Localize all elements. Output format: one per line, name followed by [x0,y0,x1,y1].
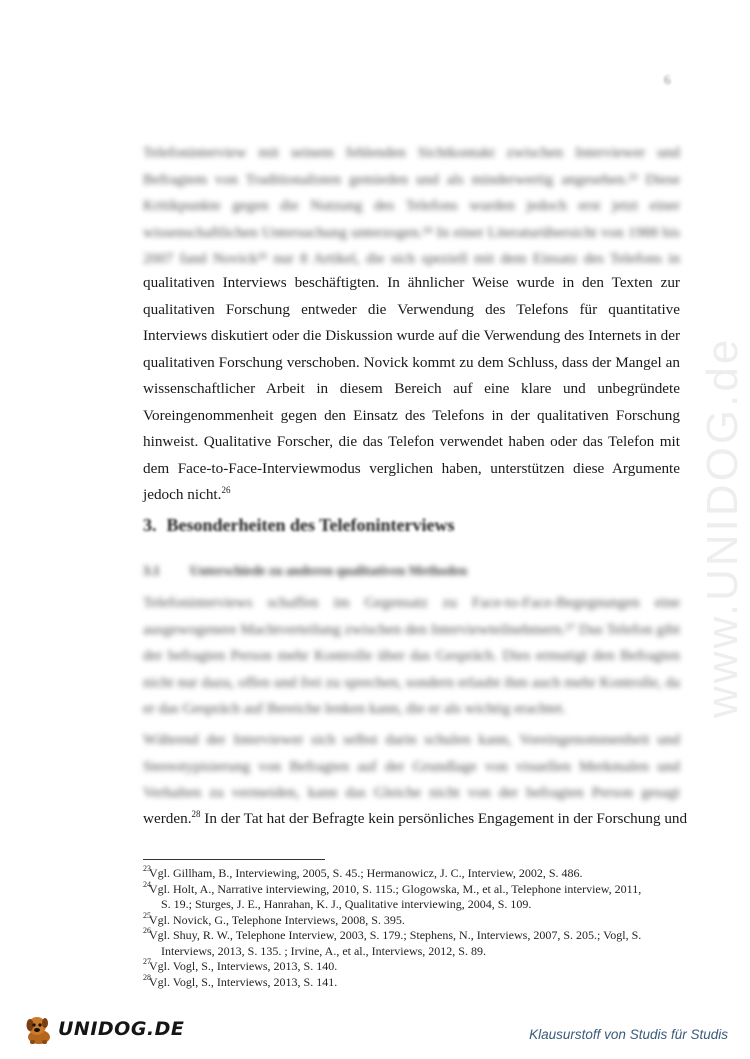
blurred-paragraph-3 [143,727,680,807]
subsection-heading [143,563,467,579]
footnote: 25 Vgl. Novick, G., Telephone Interviews, 2008, S. 395. [143,910,405,927]
tagline: Klausurstoff von Studis für Studis [529,1027,728,1042]
footnotes [143,866,683,990]
text-line: dem Face-to-Face-Interviewmodus verglichen haben, unterstützen diese Argumente [143,459,680,477]
text-line: Stereotypisierung von Befragten auf der Grundlage von visuellen Merkmalen und [143,757,680,775]
blurred-paragraph-2 [143,590,680,723]
footnote: 24 Vgl. Holt, A., Narrative interviewing, 2010, S. 115.; Glogowska, M., et al., Telephone interview, 2011, S. 19.; Sturges, J. E., Hanrahan, K. J., Qualitative interviewing, 2004, S. 109. [143,882,683,913]
text-line: qualitativen Interviews beschäftigten. In ähnlicher Weise wurde in den Texten zur [143,274,680,291]
footnote-text: Vgl. Holt, A., Narrative interviewing, 2010, S. 115.; Glogowska, M., et al., Telephone interview, 2011, [149,881,642,896]
subsection-number: 3.1 [143,563,160,578]
section-number: 3. [143,515,157,535]
section-heading [143,515,455,536]
footnote: 27 Vgl. Vogl, S., Interviews, 2013, S. 140. [143,957,338,973]
text-line: Während der Interviewer sich selbst darin schulen kann, Voreingenommenheit und [143,731,680,748]
footnote: 23 Vgl. Gillham, B., Interviewing, 2005, S. 45.; Hermanowicz, J. C., Interview, 2002, S. 486. [143,864,583,880]
footnote-text: Vgl. Vogl, S., Interviews, 2013, S. 141. [149,974,338,989]
text-line: qualitativen Forschung verschoben. Novick kommt zu dem Schluss, dass der Mangel an [143,353,680,371]
footnote: 26 Vgl. Shuy, R. W., Telephone Interview, 2003, S. 179.; Stephens, N., Interviews, 2007, S. 205.; Vogl, S. Interviews, 2013, S. 135. ; Irvine, A., et al., Interviews, 2012, S. 89. [143,928,683,959]
text-line: qualitativen Forschung entweder die Verwendung des Telefons für quantitative [143,300,680,318]
text-line [143,482,680,509]
text-line: 2007 fand Novick²⁵ nur 8 Artikel, die sich speziell mit dem Einsatz des Telefons in [143,250,680,267]
footnote-text: Vgl. Shuy, R. W., Telephone Interview, 2003, S. 179.; Stephens, N., Interviews, 2007, S. 205.; Vogl, S. [149,928,642,942]
footnote-ref: 28 [191,808,201,819]
text-line: hinweist. Qualitative Forscher, die das Telefon verwendet haben oder das Telefon mit [143,433,680,450]
text-line [143,806,688,833]
text-line: ausgewogenere Machtverteilung zwischen den Interviewteilnehmern.²⁷ Das Telefon gibt [143,620,680,638]
text-line: Interviews diskutiert oder die Diskussion wurde auf die Verwendung des Internets in der [143,327,681,344]
text-line: Kritikpunkte gegen die Nutzung des Telefons wurden jedoch erst jetzt einer [143,197,680,214]
paragraph-last-text: jedoch nicht. [143,486,222,503]
footnote-ref: 26 [221,484,231,495]
dog-mascot-icon [22,1012,56,1046]
page-number: 6 [664,72,671,87]
text-line: Befragtem von Traditionalisten gemieden und als minderwertig angesehen.²³ Diese [143,170,680,188]
body-paragraph [143,270,680,509]
footnote-text: Vgl. Gillham, B., Interviewing, 2005, S. 45.; Hermanowicz, J. C., Interview, 2002, S. 486. [149,866,583,880]
text-line: Telefoninterview mit seinem fehlenden Sichtkontakt zwischen Interviewer und [143,144,680,161]
text-line: Verhalten zu vermeiden, kann das Gleiche nicht von der befragten Person gesagt [143,784,680,801]
footnote-continuation: S. 19.; Sturges, J. E., Hanrahan, K. J., Qualitative interviewing, 2004, S. 109. [161,897,532,911]
text-line: nicht nur dazu, offen und frei zu sprechen, sondern erlaubt ihm auch mehr Kontrolle, da [143,673,680,691]
text-line: er das Gespräch auf Bereiche lenken kann, die er als wichtig erachtet. [143,700,566,717]
text-line: Voreingenommenheit gegen den Einsatz des Telefons in der qualitativen Forschung [143,406,680,424]
text-line: der befragten Person mehr Kontrolle über das Gespräch. Dies ermutigt den Befragten [143,647,680,664]
footnote-text: Vgl. Novick, G., Telephone Interviews, 2008, S. 395. [149,912,405,927]
subsection-title: Unterschiede zu anderen qualitativen Methoden [189,563,468,578]
blurred-intro-paragraph [143,140,680,273]
footnote-divider [143,859,325,860]
line-prefix: werden. [143,810,192,827]
logo-text: UNIDOG.DE [58,1018,185,1040]
footnote: 28 Vgl. Vogl, S., Interviews, 2013, S. 141. [143,972,338,989]
text-line: wissenschaftlichen Untersuchung unterzogen.²⁴ In einer Literaturübersicht von 1988 bis [143,223,680,241]
footnote-continuation: Interviews, 2013, S. 135. ; Irvine, A., et al., Interviews, 2012, S. 89. [161,943,486,958]
body-paragraph-3-end [143,806,688,833]
unidog-logo[interactable] [22,1012,184,1046]
text-line: wissenschaftlicher Arbeit in diesem Bereich auf eine klare und unbegründete [143,380,680,397]
section-title: Besonderheiten des Telefoninterviews [166,515,455,535]
text-line: Telefoninterviews schaffen im Gegensatz zu Face-to-Face-Begegnungen eine [143,594,680,611]
watermark: www.UNIDOG.de [698,336,747,718]
footnote-text: Vgl. Vogl, S., Interviews, 2013, S. 140. [149,959,338,973]
line-text: In der Tat hat der Befragte kein persönliches Engagement in der Forschung und [200,810,688,827]
